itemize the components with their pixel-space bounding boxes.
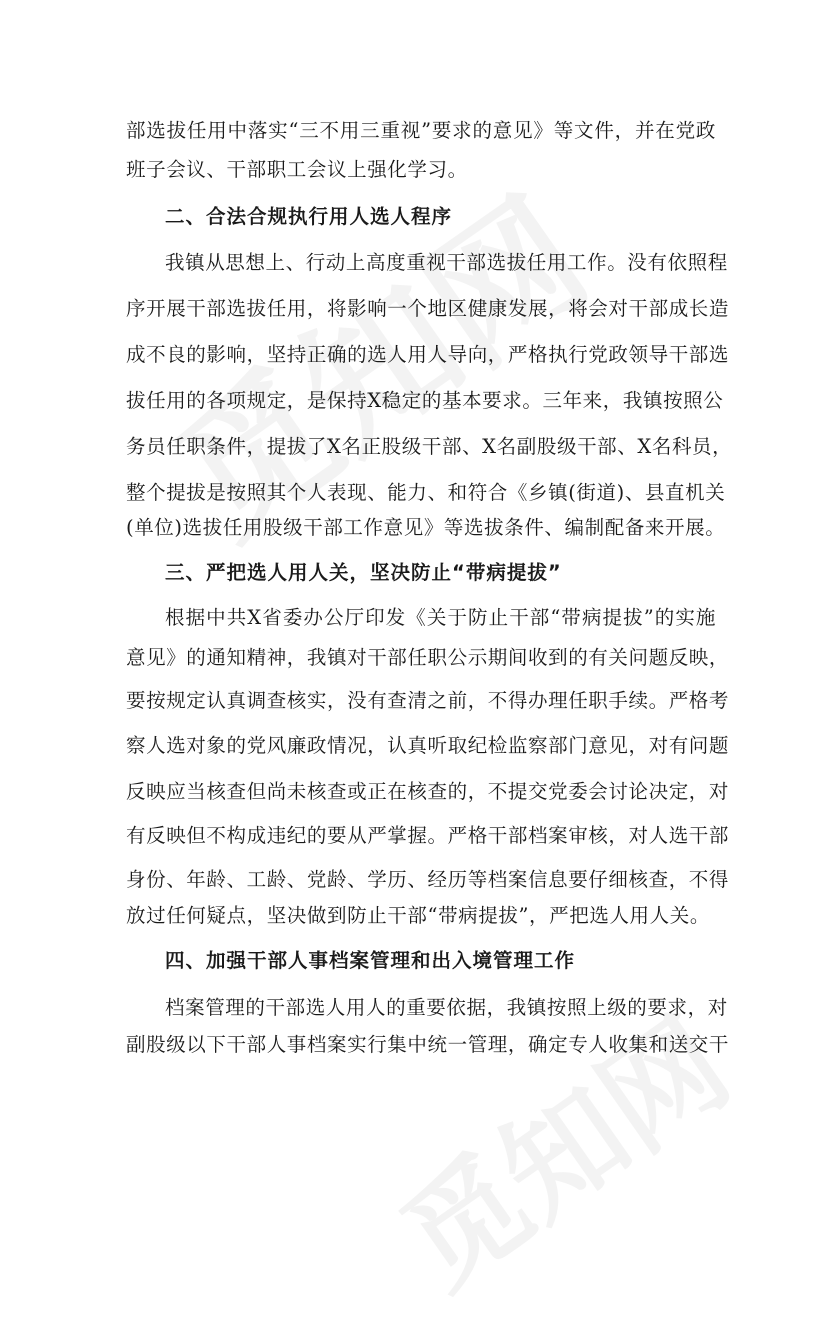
paragraph-line: 序开展干部选拔任用，将影响一个地区健康发展，将会对干部成长造 [126, 297, 730, 320]
paragraph-line: 整个提拔是按照其个人表现、能力、和符合《乡镇(街道)、县直机关 [126, 481, 726, 504]
paragraph-line: 身份、年龄、工龄、党龄、学历、经历等档案信息要仔细核查，不得 [126, 868, 730, 891]
paragraph-line: 反映应当核查但尚未核查或正在核查的，不提交党委会讨论决定，对 [126, 780, 730, 803]
watermark [363, 972, 757, 1319]
section-heading: 二、合法合规执行用人选人程序 [165, 205, 453, 228]
section-heading: 四、加强干部人事档案管理和出入境管理工作 [165, 949, 576, 972]
paragraph-line: 务员任职条件，提拔了X名正股级干部、X名副股级干部、X名科员， [126, 435, 733, 458]
paragraph-line: 档案管理的干部选人用人的重要依据，我镇按照上级的要求，对 [165, 996, 728, 1019]
paragraph-line: 我镇从思想上、行动上高度重视干部选拔任用工作。没有依照程 [165, 251, 728, 274]
paragraph-line: 部选拔任用中落实“三不用三重视”要求的意见》等文件，并在党政 [126, 119, 716, 142]
paragraph-line: (单位)选拔任用股级干部工作意见》等选拔条件、编制配备来开展。 [126, 516, 726, 539]
paragraph-line: 察人选对象的党风廉政情况，认真听取纪检监察部门意见，对有问题 [126, 734, 730, 757]
paragraph-line: 副股级以下干部人事档案实行集中统一管理，确定专人收集和送交干 [126, 1033, 730, 1056]
paragraph-line: 成不良的影响，坚持正确的选人用人导向，严格执行党政领导干部选 [126, 343, 730, 366]
paragraph-line: 要按规定认真调查核实，没有查清之前，不得办理任职手续。严格考 [126, 689, 730, 712]
paragraph-line: 意见》的通知精神，我镇对干部任职公示期间收到的有关问题反映， [126, 646, 730, 669]
paragraph-line: 班子会议、干部职工会议上强化学习。 [126, 158, 468, 181]
paragraph-line: 有反映但不构成违纪的要从严掌握。严格干部档案审核，对人选干部 [126, 824, 730, 847]
paragraph-line: 拔任用的各项规定，是保持X稳定的基本要求。三年来，我镇按照公 [126, 389, 724, 412]
paragraph-line: 放过任何疑点，坚决做到防止干部“带病提拔”，严把选人用人关。 [126, 904, 710, 927]
paragraph-line: 根据中共X省委办公厅印发《关于防止干部“带病提拔”的实施 [165, 606, 716, 629]
section-heading: 三、严把选人用人关，坚决防止“带病提拔” [165, 561, 562, 584]
